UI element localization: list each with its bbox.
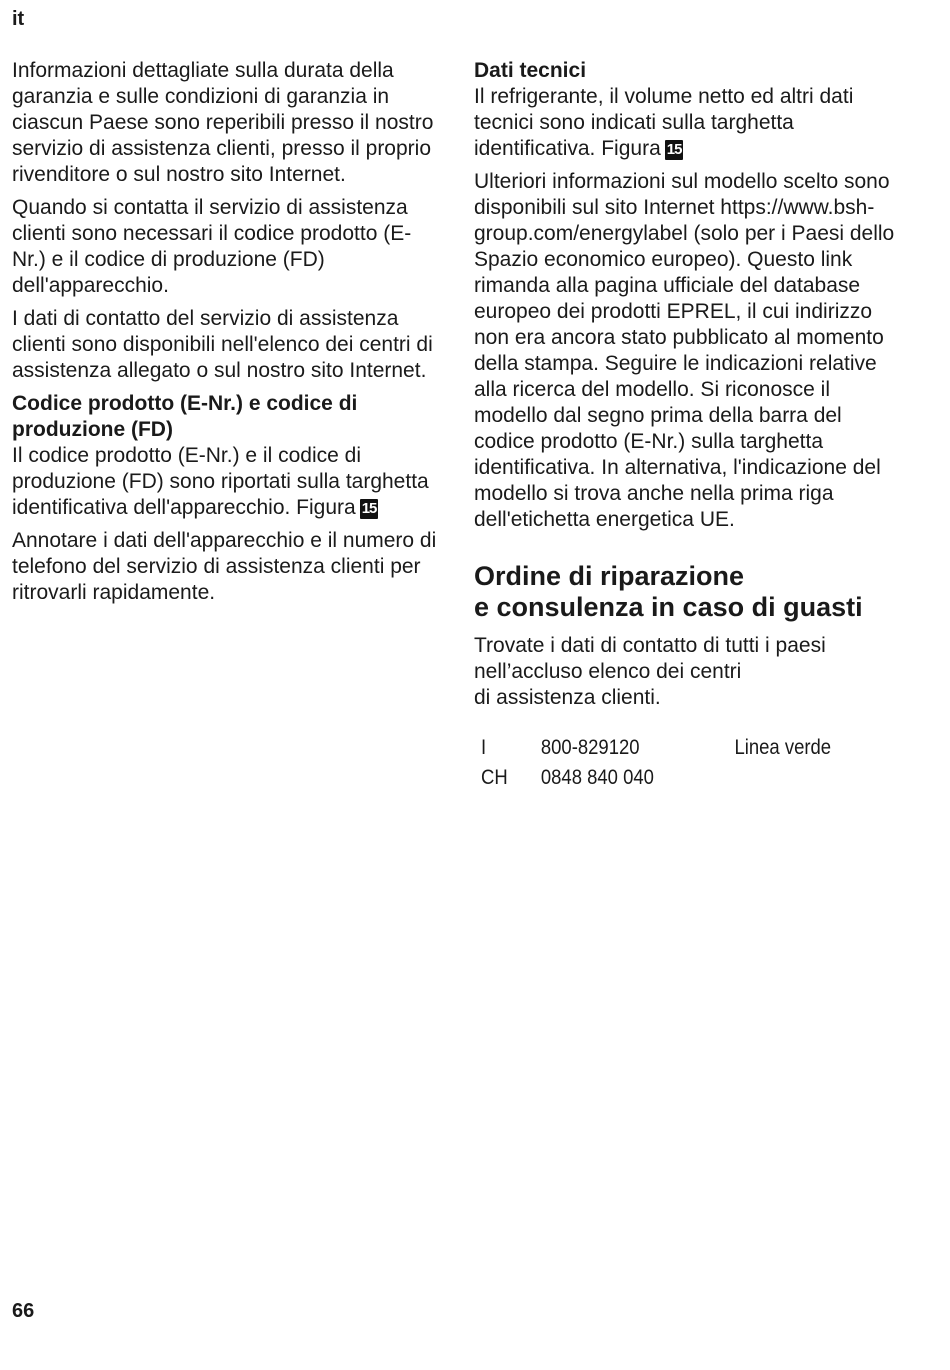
section-text — [474, 633, 904, 711]
right-column — [474, 58, 904, 793]
phone-note — [734, 763, 831, 793]
phone-note: Linea verde — [734, 736, 832, 759]
contact-data-paragraph: I dati di contatto del servizio di assistenza clienti sono disponibili nell'elenco dei centri di assistenza allegato o sul nostro sito Internet. — [12, 307, 433, 382]
section-text-line: Trovate i dati di contatto di tutti i paesi — [474, 634, 826, 657]
technical-data-text: Il refrigerante, il volume netto ed altri dati tecnici sono indicati sulla targhetta identificativa. Figura — [474, 85, 854, 160]
section-text-line: nell’accluso elenco dei centri — [474, 660, 742, 683]
language-tag: it — [12, 8, 25, 30]
country-code: I — [481, 736, 487, 759]
product-code-heading: Codice prodotto (E-Nr.) e codice di produzione (FD) — [12, 392, 358, 441]
table-row — [474, 733, 831, 763]
section-text-line: di assistenza clienti. — [474, 686, 661, 709]
table-row — [474, 763, 831, 793]
figure-reference-badge: 15 — [666, 141, 682, 158]
section-title-line: e consulenza in caso di guasti — [474, 592, 863, 622]
product-code-section — [12, 391, 442, 521]
product-code-text: Il codice prodotto (E-Nr.) e il codice di produzione (FD) sono riportati sulla targhetta identificativa dell'apparecchio. Figura — [12, 444, 429, 519]
section-title-line: Ordine di riparazione — [474, 561, 745, 591]
country-code: CH — [481, 766, 508, 789]
phone-number: 0848 840 040 — [540, 766, 654, 789]
note-data-paragraph: Annotare i dati dell'apparecchio e il numero di telefono del servizio di assistenza clienti per ritrovarli rapidamente. — [12, 529, 437, 604]
phone-number: 800-829120 — [540, 736, 640, 759]
page-number: 66 — [12, 1300, 35, 1322]
figure-reference-badge: 15 — [361, 500, 377, 517]
model-info-paragraph: Ulteriori informazioni sul modello scelto sono disponibili sul sito Internet https://www.bsh-group.com/energylabel (solo per i Paesi dello Spazio economico europeo). Questo link rimanda alla pagina ufficiale del database europeo dei prodotti EPREL, il cui indirizzo non era ancora stato pubblicato al momento della stampa. Seguire le indicazioni relative alla ricerca del modello. Si riconosce il modello dal segno prima della barra del codice prodotto (E-Nr.) sulla targhetta identificativa. In alternativa, l'indicazione del modello si trova anche nella prima riga dell'etichetta energetica UE. — [474, 170, 895, 531]
contact-table — [474, 733, 831, 793]
left-column — [12, 58, 442, 613]
technical-data-heading: Dati tecnici — [474, 59, 587, 82]
warranty-paragraph: Informazioni dettagliate sulla durata della garanzia e sulle condizioni di garanzia in ciascun Paese sono reperibili presso il nostro servizio di assistenza clienti, presso il proprio rivenditore o sul nostro sito Internet. — [12, 59, 434, 186]
section-title — [474, 561, 904, 623]
service-contact-paragraph: Quando si contatta il servizio di assistenza clienti sono necessari il codice prodotto (E-Nr.) e il codice di produzione (FD) dell'apparecchio. — [12, 196, 412, 297]
technical-data-section — [474, 58, 904, 162]
